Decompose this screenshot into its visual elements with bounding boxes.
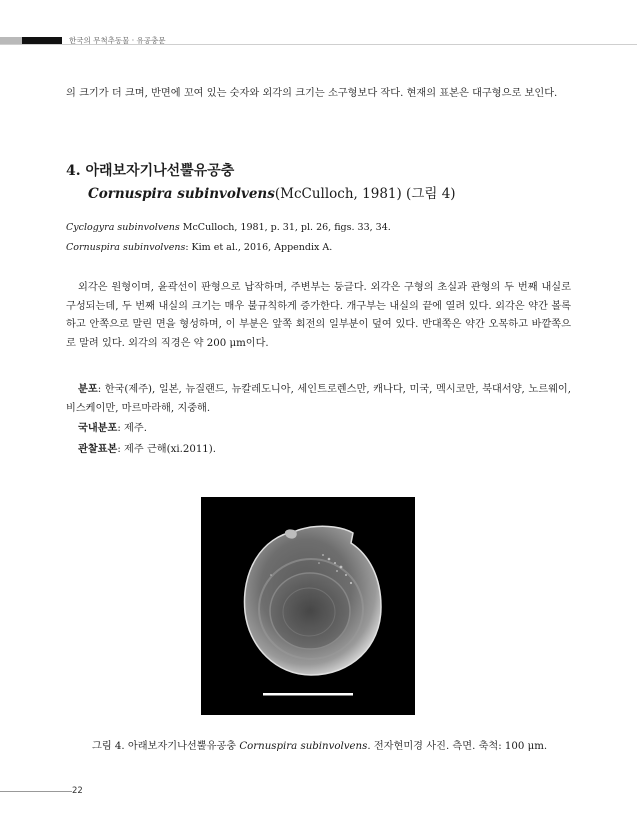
species-authority: (McCulloch, 1981) (그림 4)	[274, 186, 456, 202]
caption-prefix: 그림 4. 아래보자기나선뿔유공충	[92, 741, 240, 752]
caption-suffix: . 전자현미경 사진. 측면. 축척: 100 μm.	[367, 741, 548, 752]
synonym-reference: : Kim et al., 2016, Appendix A.	[185, 242, 333, 253]
synonym-entry	[66, 242, 332, 253]
species-title: 4. 아래보자기나선뿔유공충	[66, 163, 235, 179]
distribution-text: : 한국(제주), 일본, 뉴질랜드, 뉴칼레도니아, 세인트로렌스만, 캐나다, 미국, 멕시코만, 북대서양, 노르웨이, 비스케이만, 마르마라해, 지중해.	[66, 384, 571, 414]
synonym-entry	[66, 222, 391, 233]
distribution-label: 분포	[78, 383, 98, 395]
caption-latin: Cornuspira subinvolvens	[239, 741, 368, 752]
running-header: 한국의 무척추동물 · 유공충문	[69, 36, 166, 45]
page-number: 22	[72, 786, 83, 796]
figure-caption	[92, 737, 547, 752]
synonym-name: Cornuspira subinvolvens	[66, 242, 186, 253]
specimen-label: 관찰표본	[78, 443, 118, 455]
description-paragraph: 외각은 원형이며, 윤곽선이 판형으로 납작하며, 주변부는 둥글다. 외각은 구형의 초실과 관형의 두 번째 내실로 구성되는데, 두 번째 내실의 크기는 매우 불규칙하게 증가한다. 개구부는 내실의 끝에 열려 있다. 외각은 약간 볼록하고 안쪽으로 말린 면을 형성하며, 이 부분은 앞쪽 회전의 일부분이 덮여 있다. 반대쪽은 약간 오목하고 바깥쪽으로 말려 있다. 외각의 직경은 약 200 μm이다.	[66, 282, 571, 349]
domestic-text: : 제주.	[117, 423, 147, 434]
species-scientific-name	[88, 182, 456, 202]
synonym-name: Cyclogyra subinvolvens	[66, 222, 180, 233]
footer-rule	[0, 791, 72, 792]
intro-paragraph: 의 크기가 더 크며, 반면에 꼬여 있는 숫자와 외각의 크기는 소구형보다 작다. 현재의 표본은 대구형으로 보인다.	[66, 88, 558, 99]
observed-specimen	[78, 440, 216, 455]
distribution-paragraph	[66, 380, 571, 418]
species-latin-name: Cornuspira subinvolvens	[88, 186, 275, 202]
scale-bar	[263, 693, 353, 696]
domestic-label: 국내분포	[78, 422, 118, 434]
specimen-text: : 제주 근해(xi.2011).	[117, 444, 217, 455]
domestic-distribution	[78, 419, 147, 434]
foraminifera-specimen-image	[201, 497, 415, 715]
sem-photograph	[201, 497, 415, 715]
synonym-reference: McCulloch, 1981, p. 31, pl. 26, figs. 33, 34.	[179, 222, 391, 233]
